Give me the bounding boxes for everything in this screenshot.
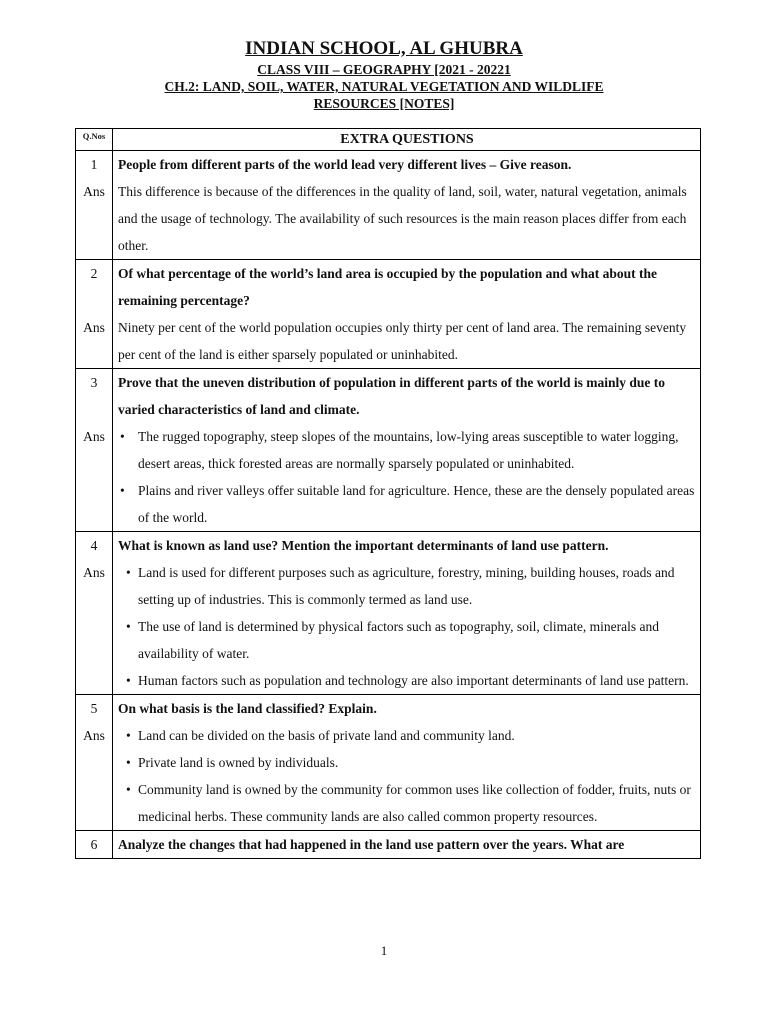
question-row-4 [76,532,701,695]
answer-bullet [118,722,696,749]
bullet-icon: • [126,565,131,580]
spacer [76,396,112,423]
chapter-title-line-1: CH.2: LAND, SOIL, WATER, NATURAL VEGETATION AND WILDLIFE [164,79,604,94]
question-number: 1 [90,157,98,172]
answer-text: Ninety per cent of the world population occupies only thirty per cent of land area. The remaining seventy per cent of the land is either sparsely populated or uninhabited. [118,320,687,362]
question-text: People from different parts of the world lead very different lives – Give reason. [118,157,572,172]
question-text: Prove that the uneven distribution of population in different parts of the world is mainly due to varied characteristics of land and climate. [118,375,666,417]
question-number-cell [76,260,113,369]
page-number: 1 [380,943,388,958]
question-number: 3 [90,375,98,390]
question-number-cell [76,532,113,695]
chapter-title-line-2: RESOURCES [NOTES] [313,96,455,111]
answer-bullet [118,749,696,776]
bullet-text: Community land is owned by the community for common uses like collection of fodder, fruits, nuts or medicinal herbs. These community lands are also called common property resources. [138,782,691,824]
bullet-text: The rugged topography, steep slopes of the mountains, low-lying areas susceptible to water logging, desert areas, thick forested areas are normally sparsely populated or uninhabited. [138,429,679,471]
question-text: Of what percentage of the world’s land area is occupied by the population and what about the remaining percentage? [118,266,658,308]
question-content [113,532,701,695]
ans-label: Ans [83,565,105,580]
bullet-icon: • [126,728,131,743]
question-row-3 [76,369,701,532]
question-row-2 [76,260,701,369]
question-number-cell [76,369,113,532]
school-name: INDIAN SCHOOL, AL GHUBRA [245,38,523,59]
answer-bullet [118,776,696,830]
bullet-text: The use of land is determined by physical factors such as topography, soil, climate, minerals and availability of water. [138,619,659,661]
answer-text: This difference is because of the differences in the quality of land, soil, water, natural vegetation, animals and the usage of technology. The availability of such resources is the main reason places differ from each other. [118,184,687,253]
ans-label: Ans [83,184,105,199]
question-number: 2 [90,266,98,281]
question-content [113,151,701,260]
question-row-1 [76,151,701,260]
question-content [113,260,701,369]
bullet-icon: • [120,429,125,444]
question-text: Analyze the changes that had happened in the land use pattern over the years. What are [118,837,625,852]
question-content [113,369,701,532]
bullet-text: Human factors such as population and technology are also important determinants of land use pattern. [138,673,689,688]
bullet-text: Private land is owned by individuals. [138,755,339,770]
qnos-header: Q.Nos [76,129,113,151]
question-text: What is known as land use? Mention the important determinants of land use pattern. [118,538,609,553]
bullet-icon: • [126,782,131,797]
class-line: CLASS VIII – GEOGRAPHY [2021 - 20221 [257,62,511,77]
spacer [76,287,112,314]
question-number: 4 [90,538,98,553]
question-content [113,695,701,831]
bullet-icon: • [120,483,125,498]
bullet-text: Plains and river valleys offer suitable land for agriculture. Hence, these are the densely populated areas of the world. [138,483,695,525]
question-number: 5 [90,701,98,716]
answer-bullet [118,667,696,694]
bullet-icon: • [126,673,131,688]
question-number-cell [76,695,113,831]
bullet-icon: • [126,755,131,770]
question-text: On what basis is the land classified? Explain. [118,701,377,716]
bullet-icon: • [126,619,131,634]
bullet-text: Land is used for different purposes such as agriculture, forestry, mining, building houses, roads and setting up of industries. This is commonly termed as land use. [138,565,675,607]
answer-bullet [118,559,696,613]
extra-questions-header: EXTRA QUESTIONS [113,129,701,151]
question-content [113,831,701,859]
question-number-cell [76,151,113,260]
ans-label: Ans [83,429,105,444]
question-row-5 [76,695,701,831]
answer-bullet [118,477,696,531]
bullet-text: Land can be divided on the basis of private land and community land. [138,728,515,743]
question-number: 6 [90,837,98,852]
question-row-6 [76,831,701,859]
table-header-row [76,129,701,151]
ans-label: Ans [83,728,105,743]
question-number-cell [76,831,113,859]
answer-bullet [118,423,696,477]
ans-label: Ans [83,320,105,335]
answer-bullet [118,613,696,667]
questions-table [75,128,701,859]
